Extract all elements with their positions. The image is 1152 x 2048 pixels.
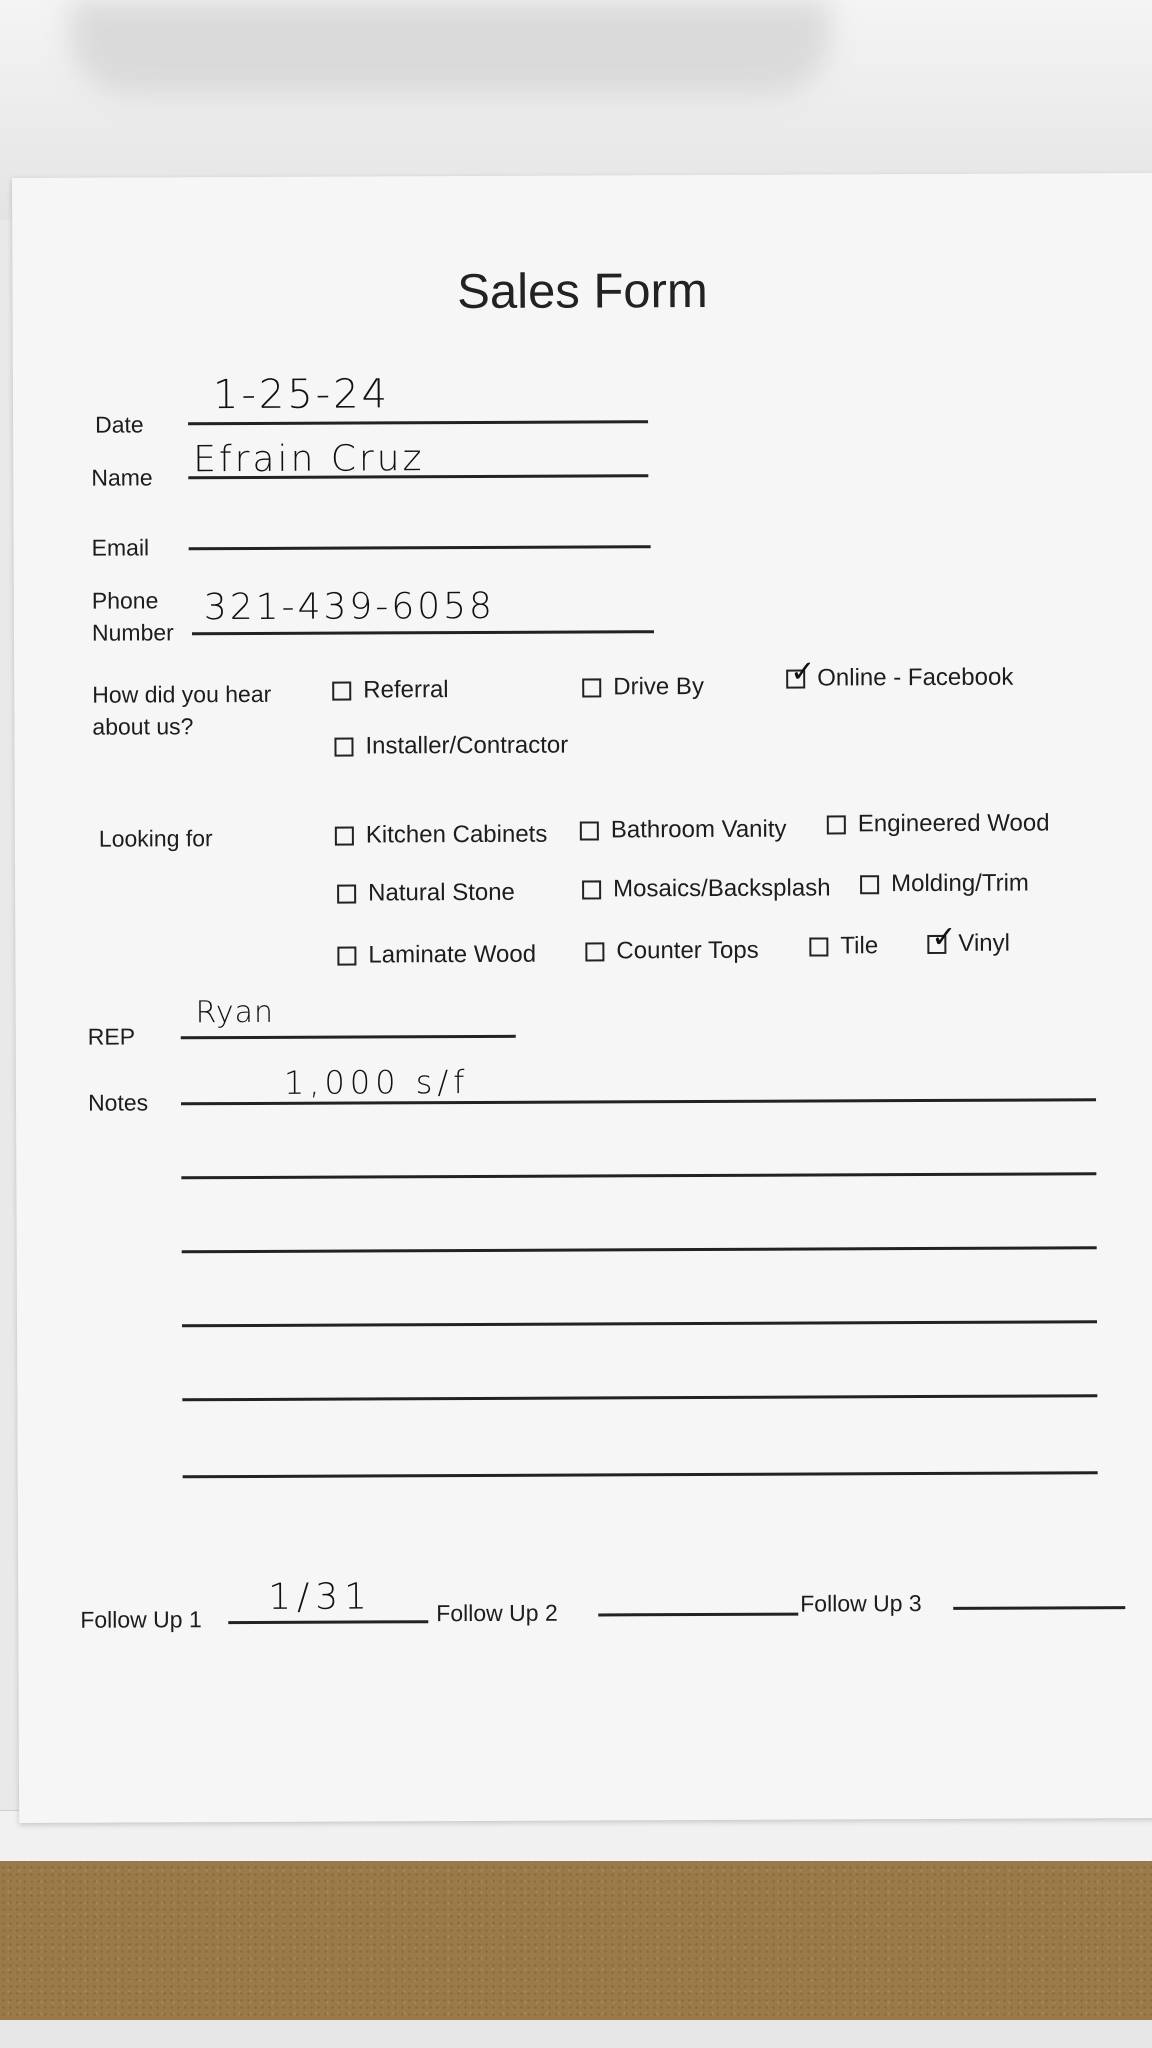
option-online-facebook[interactable] — [786, 653, 1014, 693]
option-molding-trim[interactable] — [860, 870, 1029, 899]
sales-form-sheet — [12, 173, 1152, 1823]
date-value[interactable]: 1-25-24 — [212, 371, 391, 419]
checkbox-online-facebook-icon[interactable] — [786, 653, 816, 690]
clip-shadow — [70, 0, 830, 95]
checkbox-kitchen-cabinets-icon[interactable] — [335, 826, 354, 845]
option-vinyl-label: Vinyl — [958, 929, 1011, 957]
looking-for-label: Looking for — [98, 825, 213, 852]
checkbox-referral-icon[interactable] — [332, 681, 351, 700]
option-counter-tops-label: Counter Tops — [616, 936, 759, 965]
rep-line — [181, 1035, 516, 1039]
notes-line-2 — [181, 1172, 1096, 1179]
option-referral[interactable] — [332, 676, 448, 705]
option-mosaics-backsplash-label: Mosaics/Backsplash — [613, 874, 831, 903]
hear-label-line1: How did you hear — [92, 680, 272, 708]
checkbox-laminate-wood-icon[interactable] — [337, 946, 356, 965]
follow-up-3-line — [953, 1606, 1125, 1610]
option-engineered-wood-label: Engineered Wood — [857, 809, 1050, 838]
clipboard-edge — [0, 2020, 1152, 2048]
notes-line-4 — [182, 1320, 1097, 1327]
option-vinyl[interactable] — [927, 919, 1011, 958]
form-title: Sales Form — [457, 263, 708, 320]
checkbox-engineered-wood-icon[interactable] — [827, 815, 846, 834]
option-molding-trim-label: Molding/Trim — [891, 869, 1029, 898]
notes-value[interactable]: 1,000 s/f — [283, 1063, 470, 1102]
date-label: Date — [95, 411, 144, 438]
name-value[interactable]: Efrain Cruz — [193, 438, 425, 481]
checkbox-mosaics-backsplash-icon[interactable] — [582, 880, 601, 899]
option-tile[interactable] — [809, 932, 878, 960]
option-bathroom-vanity-label: Bathroom Vanity — [610, 815, 787, 844]
option-drive-by[interactable] — [582, 673, 704, 702]
option-kitchen-cabinets-label: Kitchen Cabinets — [365, 820, 548, 849]
follow-up-1-value[interactable]: 1/31 — [268, 1576, 374, 1618]
option-tile-label: Tile — [840, 932, 879, 960]
follow-up-2-label: Follow Up 2 — [436, 1599, 558, 1627]
phone-label-line2: Number — [91, 619, 174, 646]
option-online-facebook-label: Online - Facebook — [817, 663, 1014, 692]
option-drive-by-label: Drive By — [613, 672, 704, 701]
option-kitchen-cabinets[interactable] — [335, 821, 548, 850]
checkbox-molding-trim-icon[interactable] — [860, 875, 879, 894]
checkbox-vinyl-icon[interactable] — [927, 919, 957, 955]
email-label: Email — [91, 534, 150, 561]
follow-up-1-label: Follow Up 1 — [80, 1606, 202, 1633]
option-natural-stone-label: Natural Stone — [368, 878, 515, 907]
phone-value[interactable]: 321-439-6058 — [203, 585, 495, 629]
clipboard-board — [0, 1850, 1152, 2048]
checkbox-counter-tops-icon[interactable] — [585, 942, 604, 961]
rep-label: REP — [87, 1023, 136, 1050]
follow-up-2-line — [598, 1613, 798, 1617]
option-bathroom-vanity[interactable] — [580, 816, 787, 845]
follow-up-1-line — [228, 1620, 428, 1624]
date-line — [188, 420, 648, 425]
phone-line — [192, 630, 654, 635]
follow-up-3-label: Follow Up 3 — [800, 1590, 922, 1617]
option-counter-tops[interactable] — [585, 937, 758, 966]
notes-line-3 — [182, 1246, 1097, 1253]
option-installer-contractor-label: Installer/Contractor — [365, 731, 569, 760]
phone-label-line1: Phone — [91, 587, 159, 614]
email-line — [189, 545, 651, 550]
option-mosaics-backsplash[interactable] — [582, 874, 831, 903]
checkbox-drive-by-icon[interactable] — [582, 678, 601, 697]
option-natural-stone[interactable] — [337, 879, 515, 908]
option-installer-contractor[interactable] — [334, 732, 568, 761]
option-referral-label: Referral — [363, 676, 449, 704]
option-engineered-wood[interactable] — [827, 809, 1050, 838]
option-laminate-wood[interactable] — [337, 941, 536, 970]
notes-label: Notes — [87, 1089, 149, 1116]
name-label: Name — [91, 464, 153, 491]
checkbox-tile-icon[interactable] — [809, 937, 828, 956]
checkbox-installer-contractor-icon[interactable] — [334, 737, 353, 756]
checkmark-icon: ✓ — [790, 653, 816, 690]
option-laminate-wood-label: Laminate Wood — [368, 940, 537, 969]
checkbox-natural-stone-icon[interactable] — [337, 884, 356, 903]
checkmark-icon: ✓ — [931, 919, 957, 955]
rep-value[interactable]: Ryan — [195, 994, 275, 1031]
notes-line-6 — [183, 1471, 1098, 1478]
notes-line-5 — [182, 1394, 1097, 1401]
hear-label-line2: about us? — [92, 713, 194, 740]
checkbox-bathroom-vanity-icon[interactable] — [580, 821, 599, 840]
